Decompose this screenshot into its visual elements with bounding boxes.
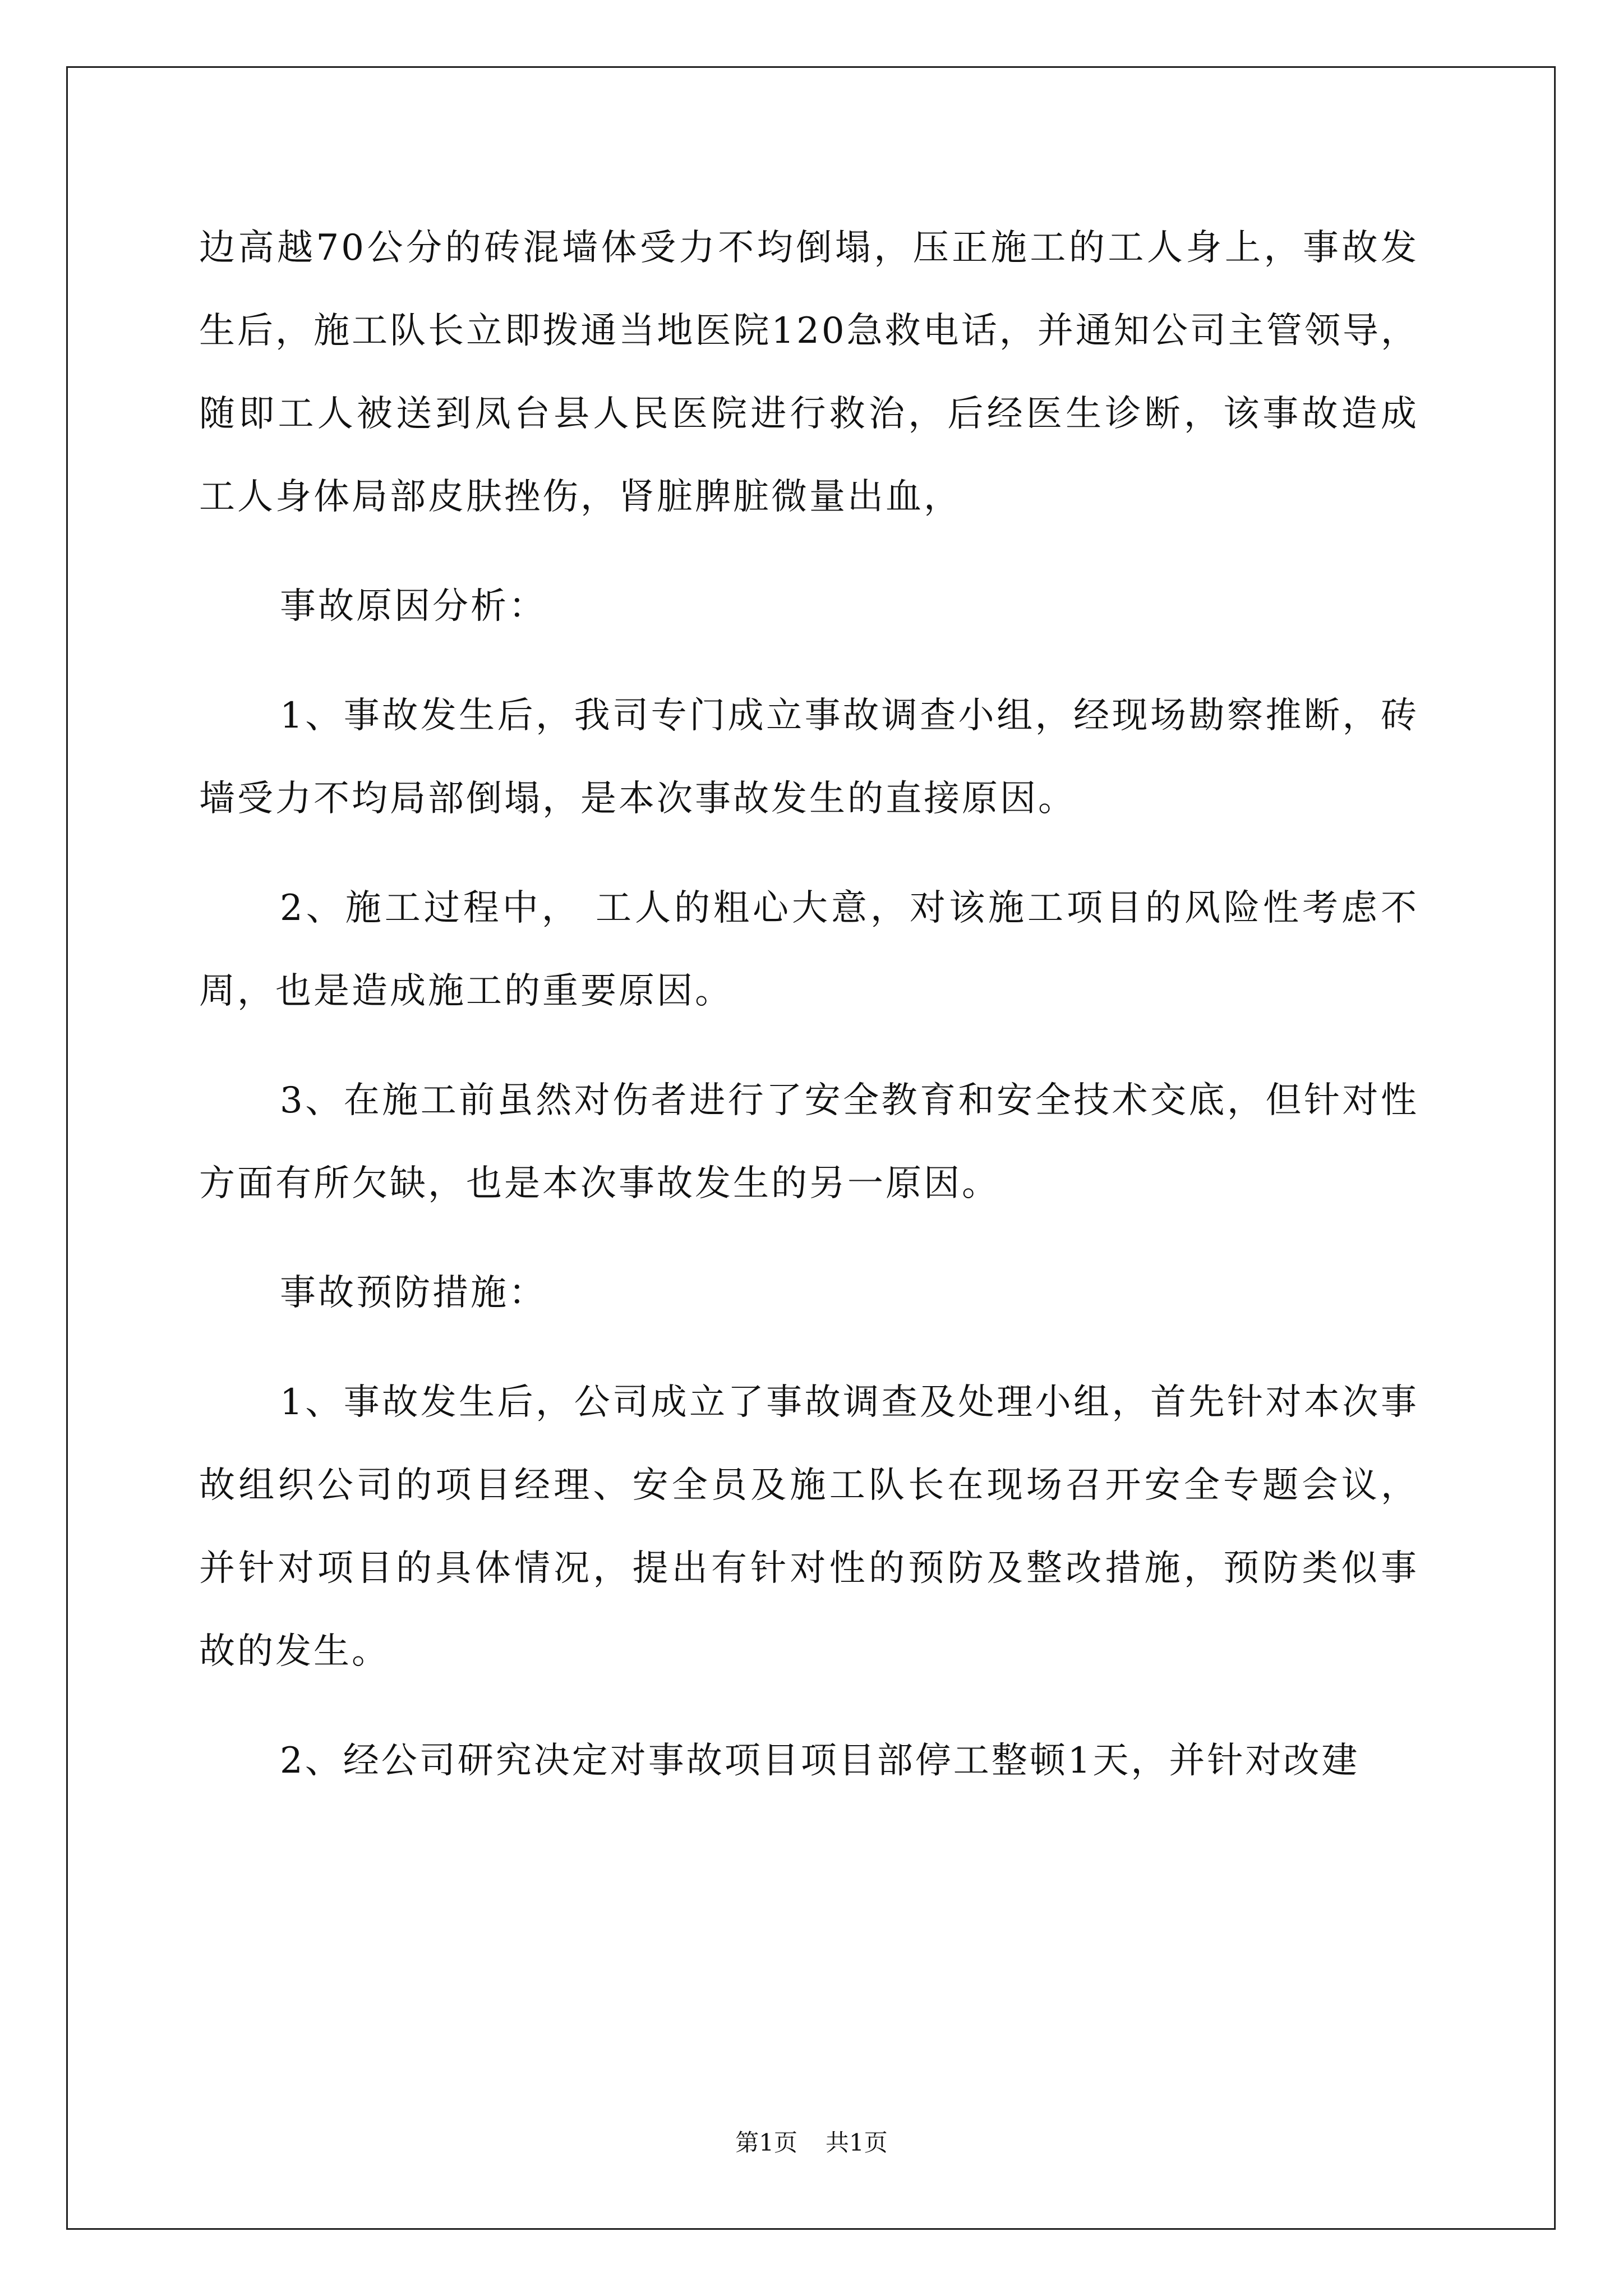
paragraph-2-heading-cause: 事故原因分析： [280,586,547,627]
paragraph-3: 1、事故发生后，我司专门成立事故调查小组，经现场勘察推断，砖墙受力不均局部倒塌，是本次事故发生的直接原因。 [199,695,1419,820]
paragraph-4: 2、施工过程中， 工人的粗心大意，对该施工项目的风险性考虑不周，也是造成施工的重要原因。 [199,887,1419,1012]
paragraph-6-heading-prevention: 事故预防措施： [280,1272,547,1314]
page-footer [0,2129,1623,2157]
paragraph-7: 1、事故发生后，公司成立了事故调查及处理小组，首先针对本次事故组织公司的项目经理、安全员及施工队长在现场召开安全专题会议，并针对项目的具体情况，提出有针对性的预防及整改措施，预防类似事故的发生。 [199,1382,1419,1672]
paragraph-8: 2、经公司研究决定对事故项目项目部停工整顿1天，并针对改建 [280,1740,1360,1782]
paragraph-1: 边高越70公分的砖混墙体受力不均倒塌，压正施工的工人身上，事故发生后，施工队长立即拨通当地医院120急救电话，并通知公司主管领导，随即工人被送到凤台县人民医院进行救治，后经医生诊断，该事故造成工人身体局部皮肤挫伤，肾脏脾脏微量出血， [199,227,1419,518]
page-total: 共1页 [826,2129,888,2156]
document-body [199,206,1419,1829]
page-number: 第1页 [735,2129,797,2156]
paragraph-5: 3、在施工前虽然对伤者进行了安全教育和安全技术交底，但针对性方面有所欠缺，也是本次事故发生的另一原因。 [199,1080,1419,1204]
